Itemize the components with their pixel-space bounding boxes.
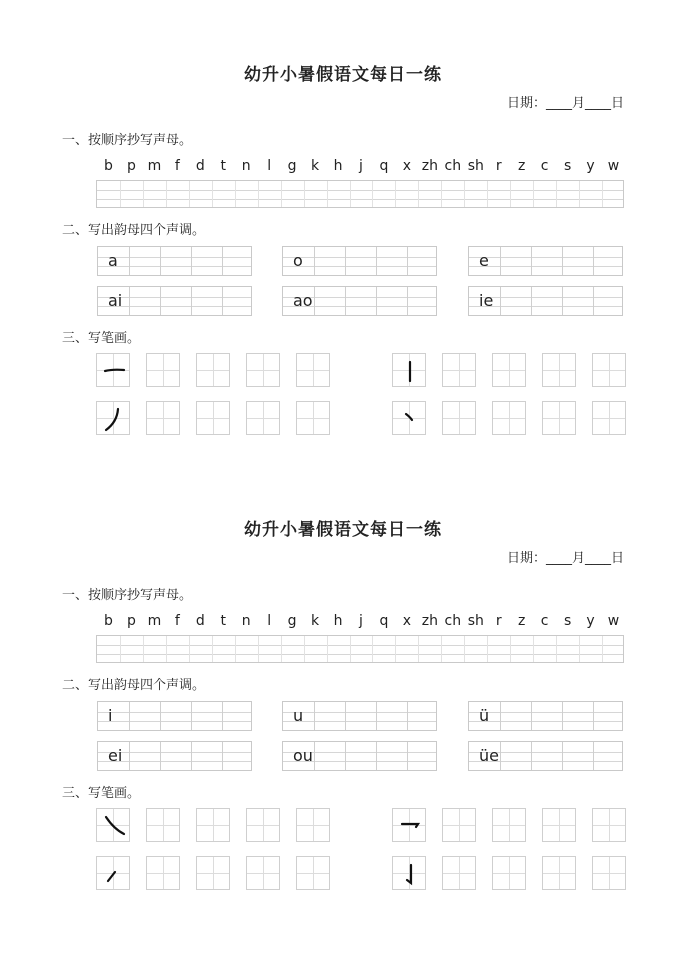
section-1-heading: 一、按顺序抄写声母。 [62,133,193,148]
section-2-heading: 二、写出韵母四个声调。 [62,223,206,238]
cell-divider [562,287,563,315]
cell-divider [500,287,501,315]
initial-letter: ch [444,613,462,629]
final-writing-box [97,741,252,771]
initial-letter: p [126,613,136,629]
cell-divider [372,181,373,207]
stroke-practice-box [442,353,476,387]
shu-stroke-icon [393,354,427,388]
initial-letter: m [147,158,162,174]
cell-divider [281,181,282,207]
cell-divider [189,636,190,662]
cell-divider [191,287,192,315]
stroke-practice-box [146,808,180,842]
cell-divider [407,287,408,315]
cell-divider [562,742,563,770]
stroke-practice-box [146,353,180,387]
initial-letter: ch [444,158,462,174]
initial-letter: h [333,613,343,629]
guide-line [469,712,622,713]
cell-divider [212,636,213,662]
initial-letter: y [586,158,595,174]
final-label: üe [479,746,499,765]
cell-divider [556,181,557,207]
final-label: ou [293,746,313,765]
final-writing-box [97,701,252,731]
cell-divider [160,702,161,730]
worksheet-title: 幼升小暑假语文每日一练 [244,65,442,85]
initial-letter: s [563,158,572,174]
cell-divider [314,742,315,770]
stroke-practice-box [492,808,526,842]
cell-divider [350,636,351,662]
dian-stroke-icon [393,402,427,436]
cell-divider [212,181,213,207]
stroke-practice-box [146,856,180,890]
initial-letter: g [287,613,297,629]
stroke-practice-box [246,856,280,890]
stroke-practice-box [146,401,180,435]
cell-divider [556,636,557,662]
initial-letter: z [518,613,526,629]
worksheet-1 [0,0,686,470]
initial-letter: n [241,158,251,174]
cell-divider [129,287,130,315]
stroke-practice-box [296,856,330,890]
cell-divider [593,742,594,770]
initial-letter: p [126,158,136,174]
cell-divider [258,636,259,662]
initial-letter: sh [467,158,484,174]
initial-letter: d [195,613,205,629]
stroke-practice-box [246,353,280,387]
stroke-practice-box [592,808,626,842]
guide-line [98,712,251,713]
cell-divider [345,742,346,770]
cell-divider [222,247,223,275]
stroke-sample-box [392,353,426,387]
cell-divider [314,702,315,730]
final-label: a [108,251,118,270]
initials-writing-grid [96,635,624,663]
final-writing-box [282,701,437,731]
cell-divider [376,702,377,730]
section-3-heading: 三、写笔画。 [62,786,141,801]
cell-divider [191,742,192,770]
initial-letter: c [540,613,549,629]
cell-divider [579,636,580,662]
stroke-sample-box [96,856,130,890]
cell-divider [345,287,346,315]
stroke-practice-box [296,808,330,842]
cell-divider [376,742,377,770]
initials-row [97,613,625,631]
stroke-practice-box [542,856,576,890]
shu-gou-stroke-icon [393,857,427,891]
cell-divider [160,247,161,275]
cell-divider [345,247,346,275]
initial-letter: f [174,613,180,629]
initial-letter: h [333,158,343,174]
guide-line [283,257,436,258]
cell-divider [143,181,144,207]
initial-letter: b [104,158,113,174]
stroke-practice-box [442,808,476,842]
initial-letter: n [241,613,251,629]
initial-letter: x [402,158,412,174]
cell-divider [258,181,259,207]
final-label: ao [293,291,313,310]
guide-line [97,190,623,191]
date-line: 日期：____月____日 [506,551,624,566]
worksheet-2 [0,455,686,925]
guide-line [283,721,436,722]
cell-divider [407,247,408,275]
cell-divider [235,181,236,207]
cell-divider [441,181,442,207]
heng-zhe-stroke-icon [393,809,427,843]
cell-divider [129,742,130,770]
cell-divider [160,287,161,315]
cell-divider [281,636,282,662]
initial-letter: c [540,158,549,174]
stroke-practice-box [592,401,626,435]
initial-letter: d [195,158,205,174]
pie-stroke-icon [97,402,131,436]
cell-divider [593,287,594,315]
initial-letter: y [586,613,595,629]
section-1-heading: 一、按顺序抄写声母。 [62,588,193,603]
initial-letter: g [287,158,297,174]
na-stroke-icon [97,809,131,843]
stroke-practice-box [246,401,280,435]
cell-divider [235,636,236,662]
initial-letter: s [563,613,572,629]
guide-line [283,712,436,713]
cell-divider [327,181,328,207]
cell-divider [129,702,130,730]
guide-line [98,721,251,722]
cell-divider [533,181,534,207]
initial-letter: t [220,158,226,174]
initial-letter: q [379,158,389,174]
stroke-practice-box [196,808,230,842]
cell-divider [376,247,377,275]
heng-stroke-icon [97,354,131,388]
cell-divider [531,702,532,730]
cell-divider [533,636,534,662]
final-label: ü [479,706,490,725]
cell-divider [314,247,315,275]
final-label: u [293,706,304,725]
cell-divider [418,636,419,662]
cell-divider [372,636,373,662]
cell-divider [222,702,223,730]
stroke-sample-box [392,401,426,435]
final-writing-box [282,286,437,316]
initial-letter: zh [421,613,438,629]
initial-letter: t [220,613,226,629]
guide-line [97,199,623,200]
stroke-practice-box [542,401,576,435]
guide-line [98,257,251,258]
final-writing-box [468,246,623,276]
cell-divider [562,702,563,730]
stroke-sample-box [96,353,130,387]
cell-divider [160,742,161,770]
cell-divider [120,181,121,207]
initial-letter: m [147,613,162,629]
initial-letter: j [359,158,363,174]
guide-line [469,257,622,258]
cell-divider [350,181,351,207]
guide-line [97,654,623,655]
guide-line [469,266,622,267]
cell-divider [166,636,167,662]
final-writing-box [97,286,252,316]
final-writing-box [468,286,623,316]
section-3-heading: 三、写笔画。 [62,331,141,346]
initial-letter: sh [467,613,484,629]
cell-divider [500,247,501,275]
initial-letter: k [311,158,320,174]
initial-letter: l [267,613,272,629]
cell-divider [418,181,419,207]
cell-divider [314,287,315,315]
final-writing-box [282,741,437,771]
initial-letter: w [607,158,620,174]
stroke-practice-box [542,353,576,387]
cell-divider [487,181,488,207]
cell-divider [487,636,488,662]
final-label: i [108,706,113,725]
cell-divider [395,636,396,662]
stroke-practice-box [196,353,230,387]
stroke-practice-box [492,353,526,387]
stroke-sample-box [96,808,130,842]
initial-letter: zh [421,158,438,174]
initial-letter: k [311,613,320,629]
cell-divider [345,702,346,730]
ti-stroke-icon [97,857,131,891]
cell-divider [129,247,130,275]
cell-divider [602,181,603,207]
worksheet-title: 幼升小暑假语文每日一练 [244,520,442,540]
stroke-practice-box [296,353,330,387]
cell-divider [441,636,442,662]
date-line: 日期：____月____日 [506,96,624,111]
cell-divider [304,636,305,662]
cell-divider [464,636,465,662]
guide-line [98,266,251,267]
cell-divider [222,742,223,770]
final-writing-box [468,701,623,731]
stroke-practice-box [592,353,626,387]
cell-divider [510,181,511,207]
initial-letter: j [359,613,363,629]
cell-divider [407,702,408,730]
stroke-practice-box [592,856,626,890]
cell-divider [531,287,532,315]
guide-line [283,266,436,267]
final-writing-box [468,741,623,771]
initials-writing-grid [96,180,624,208]
initials-row [97,158,625,176]
final-label: o [293,251,303,270]
stroke-practice-box [492,856,526,890]
cell-divider [500,702,501,730]
final-writing-box [97,246,252,276]
initial-letter: q [379,613,389,629]
cell-divider [166,181,167,207]
cell-divider [189,181,190,207]
cell-divider [593,247,594,275]
final-label: ai [108,291,123,310]
stroke-practice-box [296,401,330,435]
stroke-sample-box [392,856,426,890]
cell-divider [464,181,465,207]
cell-divider [531,742,532,770]
cell-divider [500,742,501,770]
stroke-practice-box [246,808,280,842]
cell-divider [222,287,223,315]
cell-divider [602,636,603,662]
cell-divider [191,247,192,275]
guide-line [469,721,622,722]
stroke-sample-box [96,401,130,435]
cell-divider [376,287,377,315]
initial-letter: z [518,158,526,174]
cell-divider [304,181,305,207]
initial-letter: f [174,158,180,174]
final-writing-box [282,246,437,276]
stroke-sample-box [392,808,426,842]
initial-letter: x [402,613,412,629]
stroke-practice-box [492,401,526,435]
stroke-practice-box [442,401,476,435]
initial-letter: w [607,613,620,629]
final-label: ei [108,746,123,765]
cell-divider [562,247,563,275]
initial-letter: b [104,613,113,629]
final-label: ie [479,291,494,310]
stroke-practice-box [542,808,576,842]
cell-divider [395,181,396,207]
cell-divider [593,702,594,730]
initial-letter: r [495,158,502,174]
section-2-heading: 二、写出韵母四个声调。 [62,678,206,693]
cell-divider [120,636,121,662]
initial-letter: l [267,158,272,174]
initial-letter: r [495,613,502,629]
stroke-practice-box [196,401,230,435]
cell-divider [510,636,511,662]
cell-divider [191,702,192,730]
stroke-practice-box [442,856,476,890]
final-label: e [479,251,489,270]
cell-divider [579,181,580,207]
guide-line [97,645,623,646]
stroke-practice-box [196,856,230,890]
cell-divider [531,247,532,275]
cell-divider [407,742,408,770]
cell-divider [327,636,328,662]
cell-divider [143,636,144,662]
